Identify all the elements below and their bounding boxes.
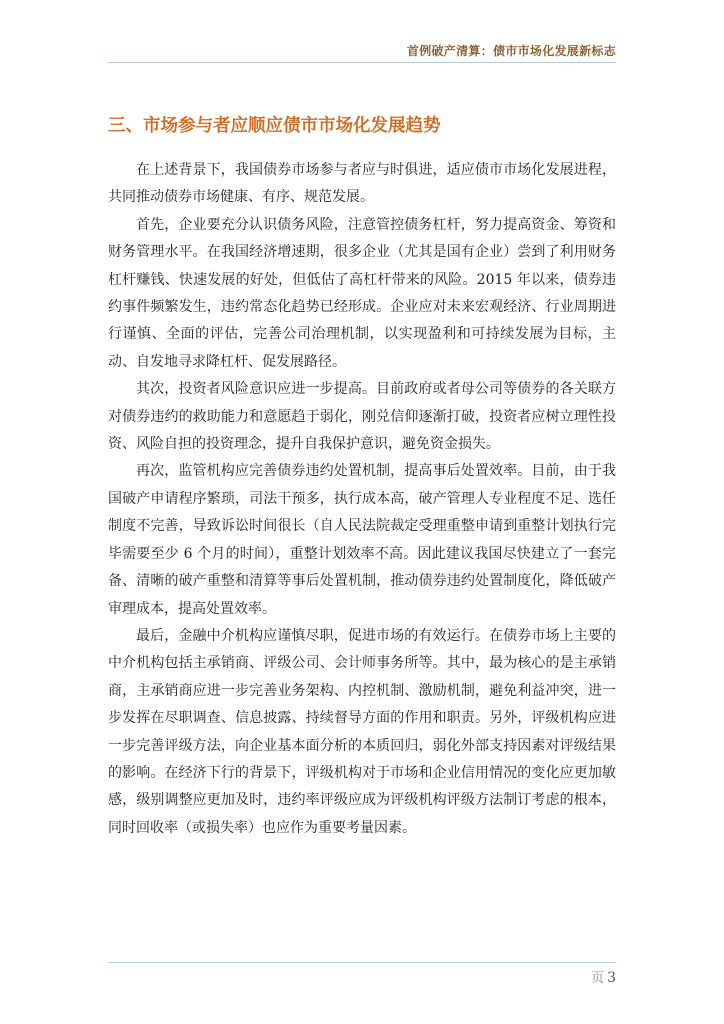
running-header-title: 首例破产清算：债市市场化发展新标志 <box>406 44 616 58</box>
paragraph-enterprises: 首先，企业要充分认识债务风险，注意管控债务杠杆，努力提高资金、筹资和财务管理水平。在我国经济增速期，很多企业（尤其是国有企业）尝到了利用财务杠杆赚钱、快速发展的好处，但低估了高杠杆带来的风险。2015 年以来，债券违约事件频繁发生，违约常态化趋势已经形成。企业应对未来宏观经济、行业周期进行谨慎、全面的评估，完善公司治理机制，以实现盈利和可持续发展为目标，主动、自发地寻求降杠杆、促发展路径。 <box>108 216 616 370</box>
page-label: 页 <box>591 971 605 986</box>
paragraph-intro: 在上述背景下，我国债券市场参与者应与时俱进，适应债市市场化发展进程，共同推动债券市场健康、有序、规范发展。 <box>108 162 616 206</box>
body-text <box>108 157 616 842</box>
page-number <box>591 967 616 986</box>
footer-divider <box>108 962 616 963</box>
paragraph-intermediaries: 最后，金融中介机构应谨慎尽职，促进市场的有效运行。在债券市场上主要的中介机构包括主承销商、评级公司、会计师事务所等。其中，最为核心的是主承销商，主承销商应进一步完善业务架构、内控机制、激励机制，避免利益冲突，进一步发挥在尽职调查、信息披露、持续督导方面的作用和职责。另外，评级机构应进一步完善评级方法，向企业基本面分析的本质回归，弱化外部支持因素对评级结果的影响。在经济下行的背景下，评级机构对于市场和企业信用情况的变化应更加敏感，级别调整应更加及时，违约率评级应成为评级机构评级方法制订考虑的根本，同时回收率（或损失率）也应作为重要考量因素。 <box>108 627 616 836</box>
paragraph-investors: 其次，投资者风险意识应进一步提高。目前政府或者母公司等债券的各关联方对债券违约的救助能力和意愿趋于弱化，刚兑信仰逐渐打破，投资者应树立理性投资、风险自担的投资理念，提升自我保护意识，避免资金损失。 <box>108 381 616 453</box>
header-divider <box>108 62 616 63</box>
section-heading: 三、市场参与者应顺应债市市场化发展趋势 <box>108 116 441 136</box>
page-number-value: 3 <box>607 970 616 986</box>
paragraph-regulators: 再次，监管机构应完善债券违约处置机制，提高事后处置效率。目前，由于我国破产申请程序繁琐，司法干预多，执行成本高，破产管理人专业程度不足、选任制度不完善，导致诉讼时间很长（自人民法院裁定受理重整申请到重整计划执行完毕需要至少 6 个月的时间），重整计划效率不高。因此建议我国尽快建立了一套完备、清晰的破产重整和清算等事后处置机制，推动债券违约处置制度化，降低破产审理成本，提高处置效率。 <box>108 463 616 617</box>
